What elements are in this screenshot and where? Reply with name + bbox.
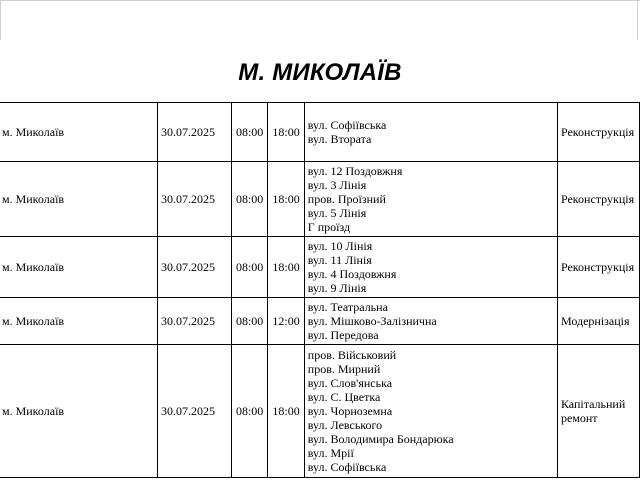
street-name: пров. Проїзний: [307, 192, 386, 206]
date-cell: 30.07.2025: [157, 162, 231, 237]
streets-cell: [304, 103, 557, 162]
page-title: М. МИКОЛАЇВ: [238, 59, 402, 86]
street-name: вул. 4 Поздовжня: [307, 267, 397, 281]
table-row: [0, 237, 640, 298]
street-name: вул. Софіївська: [307, 118, 387, 132]
start-time-cell: 08:00: [231, 162, 267, 237]
end-time-cell: 12:00: [268, 298, 304, 345]
date-cell: 30.07.2025: [157, 298, 231, 345]
streets-cell: [304, 237, 557, 298]
page-right-border: [637, 0, 638, 40]
start-time-cell: 08:00: [231, 103, 267, 162]
street-name: пров. Військовий: [307, 348, 397, 362]
city-cell: м. Миколаїв: [0, 298, 157, 345]
end-time-cell: 18:00: [268, 345, 304, 478]
street-name: вул. 12 Поздовжня: [307, 164, 403, 178]
street-name: Г проїзд: [307, 220, 351, 234]
street-name: вул. 9 Лінія: [307, 281, 367, 295]
work-type-cell: Капітальний ремонт: [557, 345, 639, 478]
streets-cell: [304, 298, 557, 345]
work-type-cell: Модернізація: [557, 298, 639, 345]
street-name: вул. Мішково-Залізнична: [307, 314, 437, 328]
street-name: вул. 3 Лінія: [307, 178, 367, 192]
page-left-border: [0, 0, 1, 40]
end-time-cell: 18:00: [268, 103, 304, 162]
page-top-border: [0, 0, 640, 1]
date-cell: 30.07.2025: [157, 345, 231, 478]
street-name: вул. 5 Лінія: [307, 206, 367, 220]
streets-cell: [304, 162, 557, 237]
street-name: вул. Передова: [307, 328, 379, 342]
street-name: вул. Володимира Бондарюка: [307, 432, 454, 446]
street-name: вул. Театральна: [307, 300, 388, 314]
city-cell: м. Миколаїв: [0, 162, 157, 237]
street-name: вул. Мрії: [307, 446, 354, 460]
table-row: [0, 298, 640, 345]
date-cell: 30.07.2025: [157, 237, 231, 298]
street-name: вул. Втората: [307, 132, 372, 146]
outage-schedule-table: [0, 102, 640, 478]
work-type-cell: Реконструкція: [557, 162, 639, 237]
city-cell: м. Миколаїв: [0, 103, 157, 162]
date-cell: 30.07.2025: [157, 103, 231, 162]
table-row: [0, 162, 640, 237]
city-cell: м. Миколаїв: [0, 345, 157, 478]
street-name: вул. Слов'янська: [307, 376, 393, 390]
work-type-cell: Реконструкція: [557, 103, 639, 162]
table-row: [0, 103, 640, 162]
start-time-cell: 08:00: [231, 237, 267, 298]
street-name: вул. Софіївська: [307, 460, 387, 474]
street-name: пров. Мирний: [307, 362, 381, 376]
work-type-cell: Реконструкція: [557, 237, 639, 298]
streets-cell: [304, 345, 557, 478]
end-time-cell: 18:00: [268, 237, 304, 298]
street-name: вул. С. Цветка: [307, 390, 381, 404]
start-time-cell: 08:00: [231, 345, 267, 478]
end-time-cell: 18:00: [268, 162, 304, 237]
street-name: вул. 11 Лінія: [307, 253, 372, 267]
start-time-cell: 08:00: [231, 298, 267, 345]
table-row: [0, 345, 640, 478]
street-name: вул. Левського: [307, 418, 383, 432]
street-name: вул. Чорноземна: [307, 404, 393, 418]
street-name: вул. 10 Лінія: [307, 239, 373, 253]
city-cell: м. Миколаїв: [0, 237, 157, 298]
